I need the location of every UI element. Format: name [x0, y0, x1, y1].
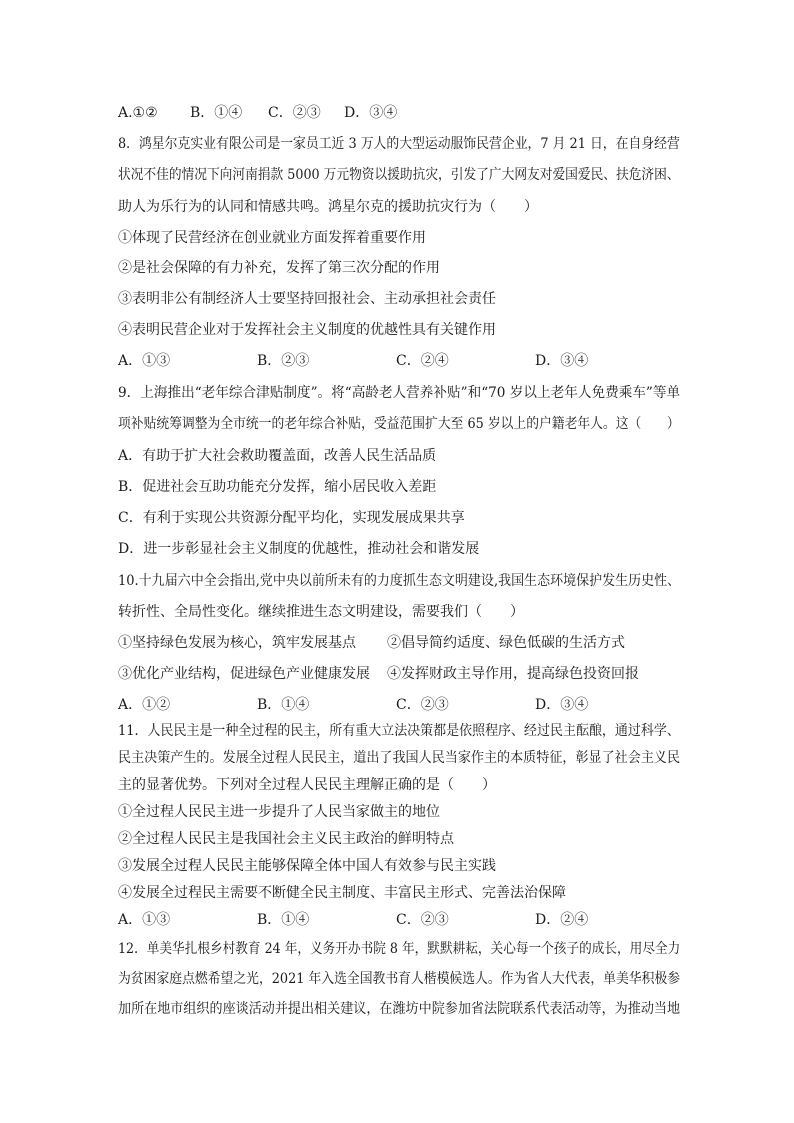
q8-option-b: B．②③ [257, 353, 310, 369]
q10-option-a: A．①② [118, 697, 171, 713]
q10-item-2: ②倡导简约适度、绿色低碳的生活方式 [387, 635, 625, 651]
q7-option-a: A.①② [118, 105, 158, 121]
q9-choice-b: B．促进社会互助功能充分发挥，缩小居民收入差距 [118, 479, 437, 495]
q10-option-c: C．②③ [396, 697, 449, 713]
q8-item: ②是社会保障的有力补充，发挥了第三次分配的作用 [118, 260, 440, 276]
q12-stem-line: 12．单美华扎根乡村教育 24 年，义务开办书院 8 年，默默耕耘，关心每一个孩子的成长，用尽全力 [118, 941, 681, 957]
q11-item: ③发展全过程人民民主能够保障全体中国人有效参与民主实践 [118, 858, 496, 874]
q8-option-a: A．①③ [118, 353, 171, 369]
q9-stem-line: 9．上海推出“老年综合津贴制度”。将“高龄老人营养补贴”和“70 岁以上老年人免费乘车”等单 [118, 385, 681, 401]
q10-item-3: ③优化产业结构，促进绿色产业健康发展 [118, 666, 370, 682]
q11-option-c: C．②③ [396, 912, 449, 928]
q11-item: ④发展全过程民主需要不断健全民主制度、丰富民主形式、完善法治保障 [118, 885, 566, 901]
q8-stem-line: 状况不佳的情况下向河南捐款 5000 万元物资以援助抗灾，引发了广大网友对爱国爱民、扶危济困、 [118, 167, 680, 183]
q11-stem-line: 主的显著优势。下列对全过程人民民主理解正确的是（ ） [118, 777, 496, 793]
q11-option-b: B．①④ [257, 912, 310, 928]
q12-stem-line: 加所在地市组织的座谈活动并提出相关建议，在潍坊中院参加省法院联系代表活动等，为推动当地 [118, 1001, 681, 1017]
q10-item-1: ①坚持绿色发展为核心，筑牢发展基点 [118, 635, 356, 651]
q11-stem-line: 民主决策产生的。发展全过程人民民主，道出了我国人民当家作主的本质特征，彰显了社会主义民 [118, 750, 681, 766]
q12-stem-line: 为贫困家庭点燃希望之光，2021 年入选全国教书育人楷模候选人。作为省人大代表，单美华积极参 [118, 971, 681, 987]
q9-choice-c: C．有利于实现公共资源分配平均化，实现发展成果共享 [118, 510, 465, 526]
q7-option-d: D．③④ [344, 105, 398, 121]
q8-option-d: D．③④ [535, 353, 589, 369]
q11-option-d: D．②④ [535, 912, 589, 928]
q11-item: ②全过程人民民主是我国社会主义民主政治的鲜明特点 [118, 831, 454, 847]
q11-item: ①全过程人民民主进一步提升了人民当家做主的地位 [118, 804, 440, 820]
q8-item: ①体现了民营经济在创业就业方面发挥着重要作用 [118, 230, 426, 246]
q10-stem-line: 10.十九届六中全会指出,党中央以前所未有的力度抓生态文明建设,我国生态环境保护发生历史性、 [118, 573, 681, 589]
q9-choice-d: D．进一步彰显社会主义制度的优越性，推动社会和谐发展 [118, 541, 480, 557]
q10-stem-line: 转折性、全局性变化。继续推进生态文明建设，需要我们（ ） [118, 604, 524, 620]
q8-option-c: C．②④ [396, 353, 449, 369]
q10-option-b: B．①④ [257, 697, 310, 713]
q7-option-b: B．①④ [190, 105, 243, 121]
q9-choice-a: A．有助于扩大社会救助覆盖面，改善人民生活品质 [118, 448, 437, 464]
q8-item: ④表明民营企业对于发挥社会主义制度的优越性具有关键作用 [118, 322, 496, 338]
q9-stem-line: 项补贴统筹调整为全市统一的老年综合补贴，受益范围扩大至 65 岁以上的户籍老年人。这（ ） [118, 416, 680, 432]
q10-option-d: D．③④ [535, 697, 589, 713]
q11-option-a: A．①③ [118, 912, 171, 928]
q7-option-c: C．②③ [268, 105, 321, 121]
q10-item-4: ④发挥财政主导作用，提高绿色投资回报 [387, 666, 639, 682]
q8-stem-line: 助人为乐行为的认同和情感共鸣。鸿星尔克的援助抗灾行为（ ） [118, 199, 538, 215]
q8-stem-line: 8．鸿星尔克实业有限公司是一家员工近 3 万人的大型运动服饰民营企业，7 月 21 日，在自身经营 [118, 136, 680, 152]
q11-stem-line: 11．人民民主是一种全过程的民主，所有重大立法决策都是依照程序、经过民主酝酿，通过科学、 [118, 723, 680, 739]
q8-item: ③表明非公有制经济人士要坚持回报社会、主动承担社会责任 [118, 291, 496, 307]
